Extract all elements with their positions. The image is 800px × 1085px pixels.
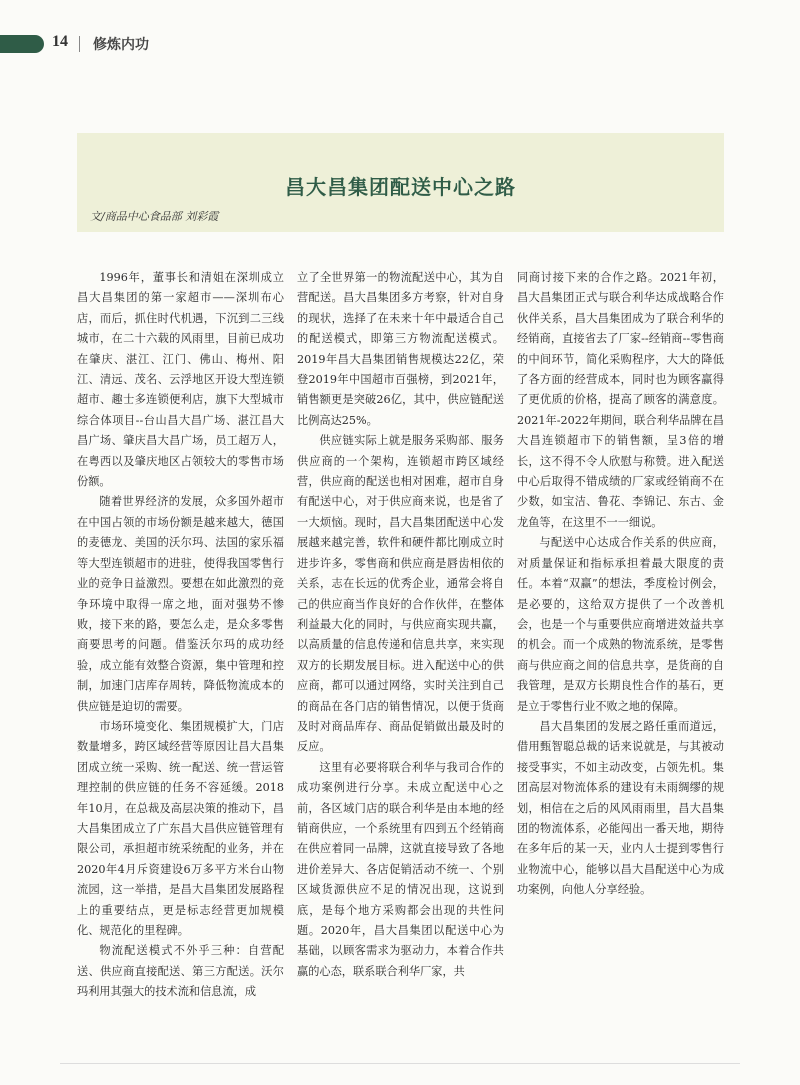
section-title: 修炼内功	[93, 37, 149, 53]
paragraph: 立了全世界第一的物流配送中心，其为自营配送。昌大昌集团多方考察，针对自身的现状，选择了在未来十年中最适合自己的配送模式，即第三方物流配送模式。2019年昌大昌集团销售规模达22亿，荣登2019年中国超市百强榜，到2021年，销售额更是突破26亿，其中，供应链配送比例高达25%。	[297, 271, 504, 427]
paragraph: 与配送中心达成合作关系的供应商，对质量保证和指标承担着最大限度的责任。本着“双赢”的想法，季度检讨例会，是必要的，这给双方提供了一个改善机会，也是一个与重要供应商增进效益共享的机会。而一个成熟的物流系统，是零售商与供应商之间的信息共享，是货商的自我管理，是双方长期良性合作的基石，更是立于零售行业不败之地的保障。	[517, 536, 724, 713]
article-title-box	[77, 133, 724, 232]
text-column-2	[297, 268, 504, 1028]
header-divider	[79, 36, 80, 52]
text-column-3	[517, 268, 724, 1028]
paragraph: 昌大昌集团的发展之路任重而道远，借用甄智聪总裁的话来说就是，与其被动接受事实，不如主动改变，占领先机。集团高层对物流体系的建设有未雨绸缪的规划，相信在之后的风风雨雨里，昌大昌集团的物流体系，必能闯出一番天地，期待在多年后的某一天，业内人士提到零售行业物流中心，能够以昌大昌配送中心为成功案例，向他人分享经验。	[517, 719, 724, 897]
paragraph: 物流配送模式不外乎三种：自营配送、供应商直接配送、第三方配送。沃尔玛利用其强大的技术流和信息流，成	[77, 944, 284, 999]
paragraph: 市场环境变化、集团规模扩大，门店数量增多，跨区域经营等原因让昌大昌集团成立统一采购、统一配送、统一营运管理控制的供应链的任务不容延缓。2018年10月，在总裁及高层决策的推动下，昌大昌集团成立了广东昌大昌供应链管理有限公司，承担超市统采统配的业务，并在2020年4月斥资建设6万多平方米台山物流园，这一举措，是昌大昌集团发展路程上的重要结点，更是标志经营更加规模化、规范化的里程碑。	[77, 719, 284, 937]
article-title: 昌大昌集团配送中心之路	[285, 175, 516, 199]
paragraph: 这里有必要将联合利华与我司合作的成功案例进行分享。未成立配送中心之前，各区域门店的联合利华是由本地的经销商供应，一个系统里有四到五个经销商在供应着同一品牌，这就直接导致了各地进价差异大、各店促销活动不统一、个别区域货源供应不足的情况出现，这说到底，是每个地方采购都会出现的共性问题。2020年，昌大昌集团以配送中心为基础，以顾客需求为驱动力，本着合作共赢的心态，联系联合利华厂家，共	[297, 760, 504, 978]
header-accent-bar	[0, 35, 44, 53]
article-body	[77, 268, 724, 1028]
paragraph: 供应链实际上就是服务采购部、服务供应商的一个架构，连锁超市跨区域经营，供应商的配送也相对困难，超市自身有配送中心，对于供应商来说，也是省了一大烦恼。现时，昌大昌集团配送中心发展越来越完善，软件和硬件都比刚成立时进步许多，零售商和供应商是唇齿相依的关系，志在长远的优秀企业，通常会将自己的供应商当作良好的合作伙伴，在整体利益最大化的同时，与供应商实现共赢，以高质量的信息传递和信息共享，来实现双方的长期发展目标。进入配送中心的供应商，都可以通过网络，实时关注到自己的商品在各门店的销售情况，以便于货商及时对商品库存、商品促销做出最及时的反应。	[297, 434, 504, 754]
page-number: 14	[52, 33, 68, 50]
paragraph: 同商讨接下来的合作之路。2021年初，昌大昌集团正式与联合利华达成战略合作伙伴关系，昌大昌集团成为了联合利华的经销商，直接省去了厂家--经销商--零售商的中间环节，简化采购程序，大大的降低了各方面的经营成本，同时也为顾客赢得了更优质的价格，提高了顾客的满意度。2021年-2022年期间，联合利华品牌在昌大昌连锁超市下的销售额，呈3倍的增长，这不得不令人欣慰与称赞。进入配送中心后取得不错成绩的厂家或经销商不在少数，如宝洁、鲁花、李锦记、东古、金龙鱼等，在这里不一一细说。	[517, 271, 724, 529]
paragraph: 1996年，董事长和清姐在深圳成立昌大昌集团的第一家超市——深圳布心店，而后，抓住时代机遇，下沉到二三线城市，在二十六载的风雨里，目前已成功在肇庆、湛江、江门、佛山、梅州、阳江、清远、茂名、云浮地区开设大型连锁超市、趣士多连锁便利店，旗下大型城市综合体项目--台山昌大昌广场、湛江昌大昌广场、肇庆昌大昌广场，员工超万人，在粤西以及肇庆地区占领较大的零售市场份额。	[77, 271, 284, 489]
paragraph: 随着世界经济的发展，众多国外超市在中国占领的市场份额是越来越大，德国的麦德龙、美国的沃尔玛、法国的家乐福等大型连锁超市的进驻，使得我国零售行业的竞争日益激烈。要想在如此激烈的竞争环境中取得一席之地，面对强势不惨败，接下来的路，要怎么走，是众多零售商要思考的问题。借鉴沃尔玛的成功经验，成立能有效整合资源，集中管理和控制，加速门店库存周转，降低物流成本的供应链是迫切的需要。	[77, 495, 284, 713]
article-byline: 文/商品中心食品部 刘彩霞	[90, 210, 219, 223]
footer-divider	[60, 1063, 740, 1064]
text-column-1	[77, 268, 284, 1028]
